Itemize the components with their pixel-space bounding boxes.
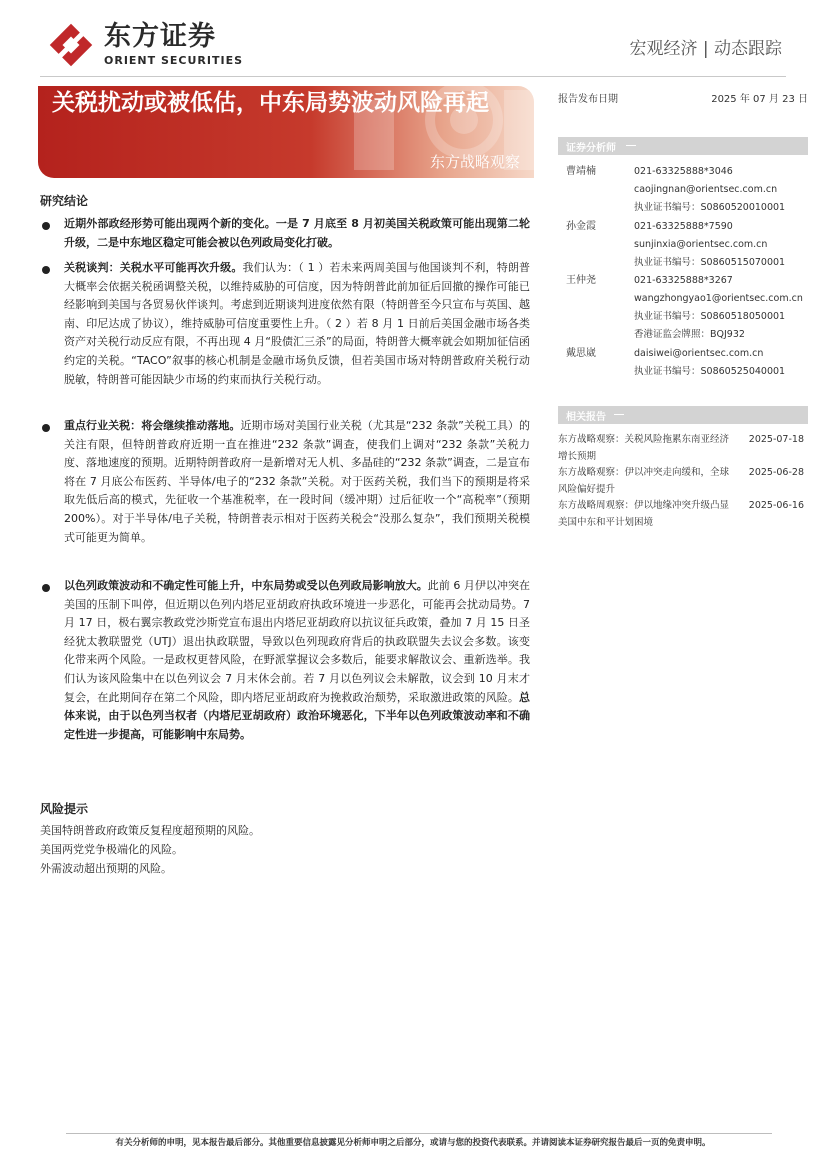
related-report-date: 2025-06-16 bbox=[748, 500, 804, 511]
risk-item: 外需波动超出预期的风险。 bbox=[40, 862, 172, 875]
logo-text-cn: 东方证券 bbox=[104, 21, 216, 52]
analyst-hk-license: 香港证监会牌照：BQJ932 bbox=[634, 329, 745, 340]
analyst-email[interactable]: daisiwei@orientsec.com.cn bbox=[634, 348, 764, 359]
analyst-name: 戴思崴 bbox=[566, 348, 596, 359]
related-report-title-cont[interactable]: 增长预期 bbox=[558, 451, 597, 462]
related-report-title-cont[interactable]: 美国中东和平计划困境 bbox=[558, 517, 654, 528]
risk-item: 美国两党党争极端化的风险。 bbox=[40, 843, 183, 856]
related-report-title[interactable]: 东方战略周观察：伊以地缘冲突升级凸显 bbox=[558, 500, 730, 511]
related-report-title-cont[interactable]: 风险偏好提升 bbox=[558, 484, 616, 495]
analyst-name: 孙金霞 bbox=[566, 221, 596, 232]
analyst-email[interactable]: sunjinxia@orientsec.com.cn bbox=[634, 239, 768, 250]
related-reports-heading: 相关报告 bbox=[566, 412, 606, 423]
related-report-title[interactable]: 东方战略观察：伊以冲突走向缓和，全球 bbox=[558, 467, 730, 478]
analyst-license: 执业证书编号：S0860520010001 bbox=[634, 202, 786, 213]
related-report-title[interactable]: 东方战略观察：关税风险拖累东南亚经济 bbox=[558, 434, 730, 445]
report-title: 关税扰动或被低估，中东局势波动风险再起 bbox=[52, 90, 489, 116]
paragraph-lead: 近期外部政经形势可能出现两个新的变化。一是 7 月底至 8 月初美国关税政策可能出现第二轮升级，二是中东地区稳定可能会被以色列政局变化打破。 bbox=[64, 217, 530, 249]
conclusion-paragraph-4 bbox=[64, 577, 530, 744]
section-heading-conclusion: 研究结论 bbox=[40, 194, 89, 208]
conclusion-paragraph-1 bbox=[64, 215, 530, 252]
bullet-dot-icon bbox=[42, 424, 50, 432]
analyst-phone: 021-63325888*3267 bbox=[634, 275, 733, 286]
analyst-license: 执业证书编号：S0860515070001 bbox=[634, 257, 786, 268]
analyst-name: 王仲尧 bbox=[566, 275, 596, 286]
paragraph-lead: 以色列政策波动和不确定性可能上升，中东局势或受以色列政局影响放大。 bbox=[64, 579, 428, 592]
paragraph-body: 此前 6 月伊以冲突在美国的压制下叫停，但近期以色列内塔尼亚胡政府执政环境进一步恶化，可能再会扰动局势。7 月 17 日，极右翼宗教政党沙斯党宣布退出内塔尼亚胡政府以抗议征兵政策，叠加 7 月 15 日圣经犹太教联盟党（UTJ）退出执政联盟，导致以色列现政府背后的执政联盟失去议会多数。该变化带来两个风险。一是政权更替风险，在野派掌握议会多数后，能要求解散议会、重新选举。我们认为该风险集中在以色列议会 7 月末休会前。若 7 月以色列议会未解散，议会到 10 月末才复会，在此期间存在第二个风险，即内塔尼亚胡政府为挽救政治颓势，采取激进政策的风险。 bbox=[64, 579, 531, 704]
conclusion-paragraph-2 bbox=[64, 259, 530, 389]
conclusion-paragraph-3 bbox=[64, 417, 530, 547]
analyst-email[interactable]: wangzhongyao1@orientsec.com.cn bbox=[634, 293, 803, 304]
paragraph-lead: 关税谈判：关税水平可能再次升级。 bbox=[64, 261, 243, 274]
report-date-value: 2025 年 07 月 23 日 bbox=[711, 94, 808, 105]
analyst-email[interactable]: caojingnan@orientsec.com.cn bbox=[634, 184, 778, 195]
related-report-date: 2025-06-28 bbox=[748, 467, 804, 478]
header-divider bbox=[40, 76, 786, 77]
footer-disclaimer: 有关分析师的申明，见本报告最后部分。其他重要信息披露见分析师申明之后部分，或请与您的投资代表联系。并请阅读本证券研究报告最后一页的免责申明。 bbox=[115, 1138, 711, 1148]
footer-divider bbox=[66, 1133, 772, 1134]
related-report-date: 2025-07-18 bbox=[748, 434, 804, 445]
analysts-heading: 证券分析师 bbox=[566, 143, 616, 154]
analysts-heading-bar bbox=[558, 137, 808, 155]
report-series: 东方战略观察 bbox=[429, 153, 520, 171]
analyst-license: 执业证书编号：S0860518050001 bbox=[634, 311, 786, 322]
analyst-phone: 021-63325888*3046 bbox=[634, 166, 733, 177]
report-category-tag: 宏观经济 | 动态跟踪 bbox=[629, 39, 782, 59]
analyst-phone: 021-63325888*7590 bbox=[634, 221, 733, 232]
bullet-dot-icon bbox=[42, 266, 50, 274]
logo-text-en: ORIENT SECURITIES bbox=[104, 54, 244, 67]
paragraph-body: 近期市场对美国行业关税（尤其是“232 条款”关税工具）的关注有限，但特朗普政府近期一直在推进“232 条款”调查，使我们上调对“232 条款”关税力度、落地速度的预期。近期特朗普政府一是新增对无人机、多晶硅的“232 条款”调查，二是宣布将在 7 月底公布医药、半导体/电子的“232 条款”关税。对于医药关税，我们当下的预期是将采取先低后高的模式，先征收一个基准税率，在一段时间（缓冲期）过后征收一个“高税率”（预期 200%）。对于半导体/电子关税，特朗普表示相对于医药关税会“没那么复杂”，我们预期关税模式可能更为简单。 bbox=[64, 419, 531, 544]
bullet-dot-icon bbox=[42, 584, 50, 592]
bullet-dot-icon bbox=[42, 222, 50, 230]
risk-item: 美国特朗普政府政策反复程度超预期的风险。 bbox=[40, 824, 260, 837]
related-reports-heading-bar bbox=[558, 406, 808, 424]
section-heading-risk: 风险提示 bbox=[40, 802, 89, 816]
report-date-label: 报告发布日期 bbox=[558, 94, 618, 105]
title-banner bbox=[38, 86, 534, 178]
paragraph-body: 我们认为：（ 1 ）若未来两周美国与他国谈判不利，特朗普大概率会依据关税函调整关税，以维持威胁的可信度，因为特朗普此前加征后回撤的操作可能已经影响到美国与各贸易伙伴谈判。考虑到近期谈判进度依然有限（特朗普至今只宣布与英国、越南、印尼达成了协议），维持威胁可信度重要性上升。（ 2 ）若 8 月 1 日前后美国金融市场各类资产对关税行动反应有限，不再出现 4 月“股债汇三杀”的局面，特朗普大概率就会如期加征信函约定的关税。“TACO”叙事的核心机制是金融市场负反馈，但若美国市场对特朗普政府关税行动脱敏，特朗普可能因缺少市场的约束而执行关税行动。 bbox=[64, 261, 530, 386]
paragraph-lead: 重点行业关税：将会继续推动落地。 bbox=[64, 419, 241, 432]
orient-securities-logo-icon bbox=[48, 22, 94, 68]
analyst-license: 执业证书编号：S0860525040001 bbox=[634, 366, 786, 377]
analyst-name: 曹靖楠 bbox=[566, 166, 596, 177]
paragraph-summary: 总体来说，由于以色列当权者（内塔尼亚胡政府）政治环境恶化，下半年以色列政策波动率和不确定性进一步提高，可能影响中东局势。 bbox=[64, 690, 530, 741]
